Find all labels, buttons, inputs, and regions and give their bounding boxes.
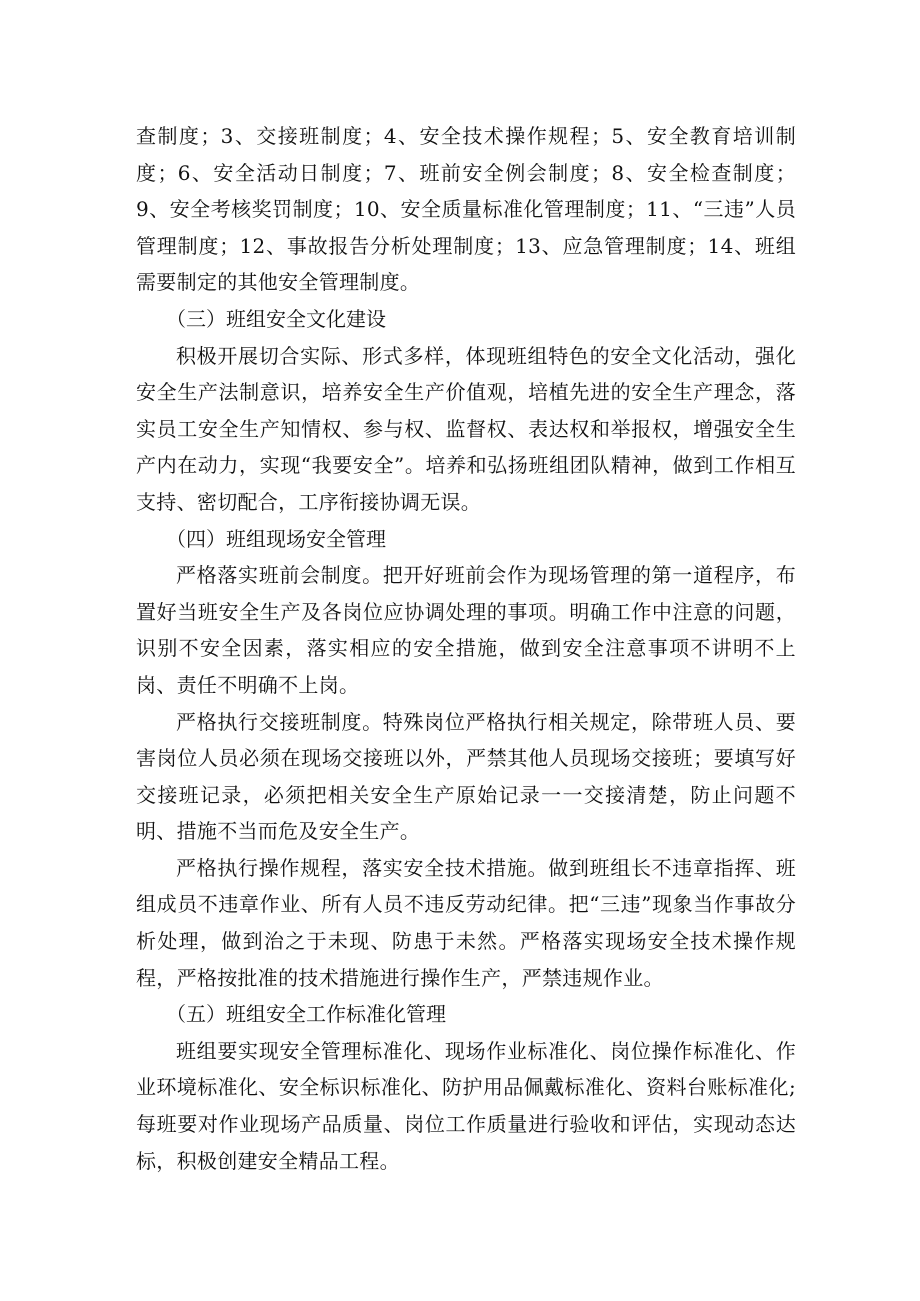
paragraph-pre-shift-meeting: 严格落实班前会制度。把开好班前会作为现场管理的第一道程序，布置好当班安全生产及各岗位应协调处理的事项。明确工作中注意的问题，识别不安全因素，落实相应的安全措施，做到安全注意事项不讲明不上岗、责任不明确不上岗。 (136, 563, 796, 697)
section-heading-standardization: （五）班组安全工作标准化管理 (166, 1002, 446, 1027)
paragraph-shift-handover: 严格执行交接班制度。特殊岗位严格执行相关规定，除带班人员、要害岗位人员必须在现场交接班以外，严禁其他人员现场交接班；要填写好交接班记录，必须把相关安全生产原始记录一一交接清楚，防止问题不明、措施不当而危及安全生产。 (136, 709, 796, 844)
paragraph-safety-culture: 积极开展切合实际、形式多样，体现班组特色的安全文化活动，强化安全生产法制意识，培养安全生产价值观，培植先进的安全生产理念，落实员工安全生产知情权、参与权、监督权、表达权和举报权，增强安全生产内在动力，实现“我要安全”。培养和弘扬班组团队精神，做到工作相互支持、密切配合，工序衔接协调无误。 (136, 343, 796, 514)
document-body (136, 118, 796, 1179)
paragraph-operating-rules: 严格执行操作规程，落实安全技术措施。做到班组长不违章指挥、班组成员不违章作业、所有人员不违反劳动纪律。把“三违”现象当作事故分析处理，做到治之于未现、防患于未然。严格落实现场安全技术操作规程，严格按批准的技术措施进行操作生产，严禁违规作业。 (136, 855, 796, 990)
section-heading-safety-culture: （三）班组安全文化建设 (166, 306, 386, 331)
paragraph-standardization: 班组要实现安全管理标准化、现场作业标准化、岗位操作标准化、作业环境标准化、安全标识标准化、防护用品佩戴标准化、资料台账标准化;每班要对作业现场产品质量、岗位工作质量进行验收和评估，实现动态达标，积极创建安全精品工程。 (136, 1038, 796, 1173)
continued-paragraph: 查制度；3、交接班制度；4、安全技术操作规程；5、安全教育培训制度；6、安全活动日制度；7、班前安全例会制度；8、安全检查制度；9、安全考核奖罚制度；10、安全质量标准化管理制度；11、“三违”人员管理制度；12、事故报告分析处理制度；13、应急管理制度；14、班组需要制定的其他安全管理制度。 (136, 124, 796, 295)
section-heading-site-safety: （四）班组现场安全管理 (166, 526, 386, 551)
